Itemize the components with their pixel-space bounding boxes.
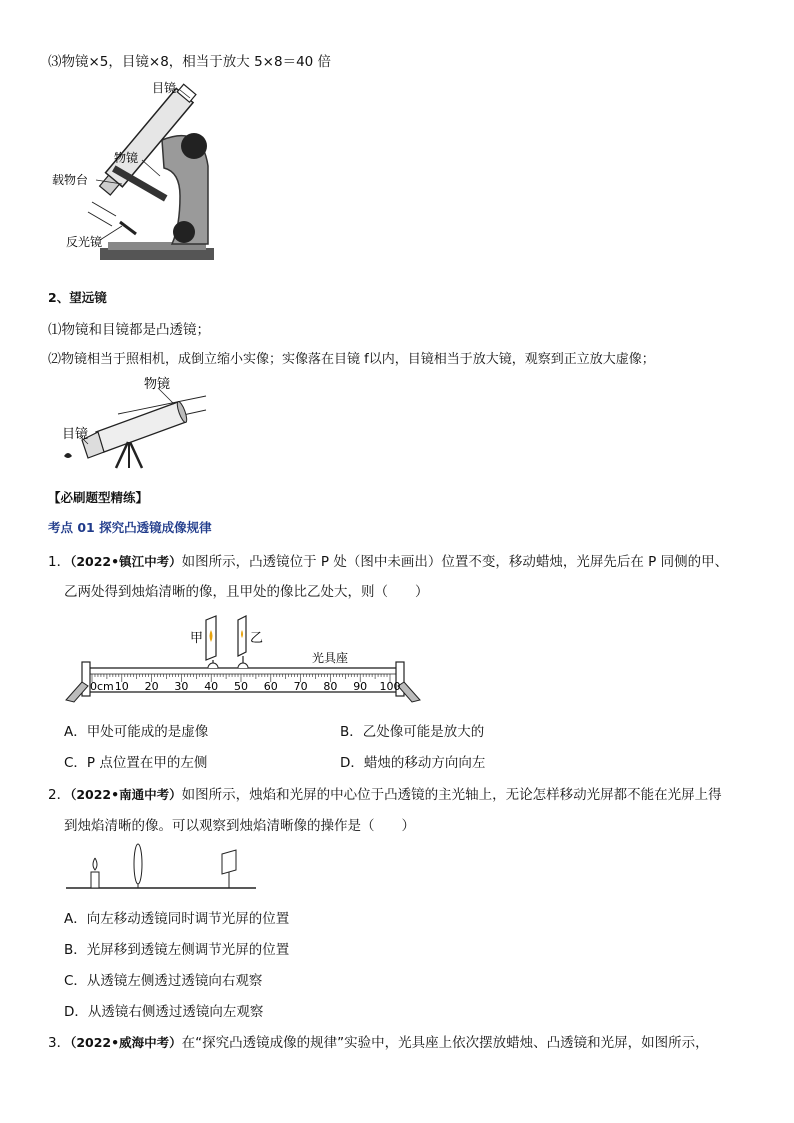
telescope-point-1: ⑴物镜和目镜都是凸透镜； (48, 322, 210, 338)
label-yi: 乙 (250, 631, 264, 646)
q1-option-b[interactable]: B．乙处像可能是放大的 (340, 724, 485, 740)
q2-text-1: 如图所示，烛焰和光屏的中心位于凸透镜的主光轴上，无论怎样移动光屏都不能在光屏上得 (181, 787, 722, 803)
label-bench: 光具座 (312, 651, 349, 665)
convex-lens (134, 844, 142, 884)
q1-line-2: 乙两处得到烛焰清晰的像，且甲处的像比乙处大，则（ ） (64, 584, 429, 600)
label-mirror: 反光镜 (66, 235, 103, 249)
q2-option-b[interactable]: B．光屏移到透镜左侧调节光屏的位置 (64, 942, 290, 958)
q3-source: （2022•威海中考） (70, 1035, 182, 1050)
tele-label-eyepiece: 目镜 (62, 427, 89, 442)
microscope-figure (52, 76, 232, 268)
q2-source: （2022•南通中考） (70, 787, 182, 802)
candle (91, 872, 99, 888)
q1-option-c[interactable]: C．P 点位置在甲的左侧 (64, 755, 208, 771)
ruler-tick-label: 60 (263, 680, 278, 693)
q1-option-d[interactable]: D．蜡烛的移动方向向左 (340, 755, 486, 771)
intro-line-3: ⑶物镜×5，目镜×8，相当于放大 5×8＝40 倍 (48, 54, 332, 70)
q2-line-1 (48, 783, 722, 803)
q1-line-1 (48, 550, 728, 570)
ruler-tick-label: 80 (323, 680, 338, 693)
q3-text-1: 在“探究凸透镜成像的规律”实验中，光具座上依次摆放蜡烛、凸透镜和光屏，如图所示， (181, 1035, 709, 1051)
ruler-tick-label: 20 (144, 680, 159, 693)
q1-number: 1． (48, 554, 71, 570)
label-eyepiece: 目镜 (152, 81, 177, 95)
ruler-tick-label: 100 (379, 680, 401, 693)
ruler-tick-label: 10 (114, 680, 129, 693)
light-screen (222, 850, 236, 874)
q2-line-2: 到烛焰清晰的像。可以观察到烛焰清晰像的操作是（ ） (64, 818, 415, 834)
telescope-heading: 2、望远镜 (48, 290, 107, 305)
label-objective: 物镜 (114, 151, 139, 165)
ruler-tick-label: 40 (204, 680, 219, 693)
q2-option-d[interactable]: D．从透镜右侧透过透镜向左观察 (64, 1004, 264, 1020)
q3-line-1 (48, 1031, 709, 1051)
kaodian-title: 考点 01 探究凸透镜成像规律 (48, 520, 212, 535)
ruler-tick-label: 30 (174, 680, 189, 693)
ruler-tick-label: 0cm (90, 680, 114, 693)
ruler-tick-label: 50 (234, 680, 248, 693)
candle-flame (93, 858, 97, 870)
q2-option-c[interactable]: C．从透镜左侧透过透镜向右观察 (64, 973, 263, 989)
q2-figure (66, 842, 260, 894)
practice-heading: 【必刷题型精练】 (48, 490, 149, 505)
q1-source: （2022•镇江中考） (70, 554, 182, 569)
screen-jia (206, 616, 218, 668)
optical-bench-figure (62, 612, 428, 706)
q2-option-a[interactable]: A．向左移动透镜同时调节光屏的位置 (64, 911, 290, 927)
q1-text-1: 如图所示，凸透镜位于 P 处（图中未画出）位置不变，移动蜡烛，光屏先后在 P 同侧的甲、 (181, 554, 729, 570)
q1-option-a[interactable]: A．甲处可能成的是虚像 (64, 724, 209, 740)
screen-yi (238, 616, 248, 668)
label-jia: 甲 (190, 631, 204, 646)
ruler-tick-label: 90 (353, 680, 368, 693)
telescope-figure (58, 374, 208, 470)
tele-label-objective: 物镜 (144, 377, 171, 392)
ruler-tick-label: 70 (293, 680, 308, 693)
telescope-point-2: ⑵物镜相当于照相机，成倒立缩小实像；实像落在目镜 f以内，目镜相当于放大镜，观察到正立放大虚像； (48, 352, 655, 367)
q2-number: 2． (48, 787, 71, 803)
q3-number: 3． (48, 1035, 71, 1051)
label-stage: 载物台 (52, 173, 89, 187)
